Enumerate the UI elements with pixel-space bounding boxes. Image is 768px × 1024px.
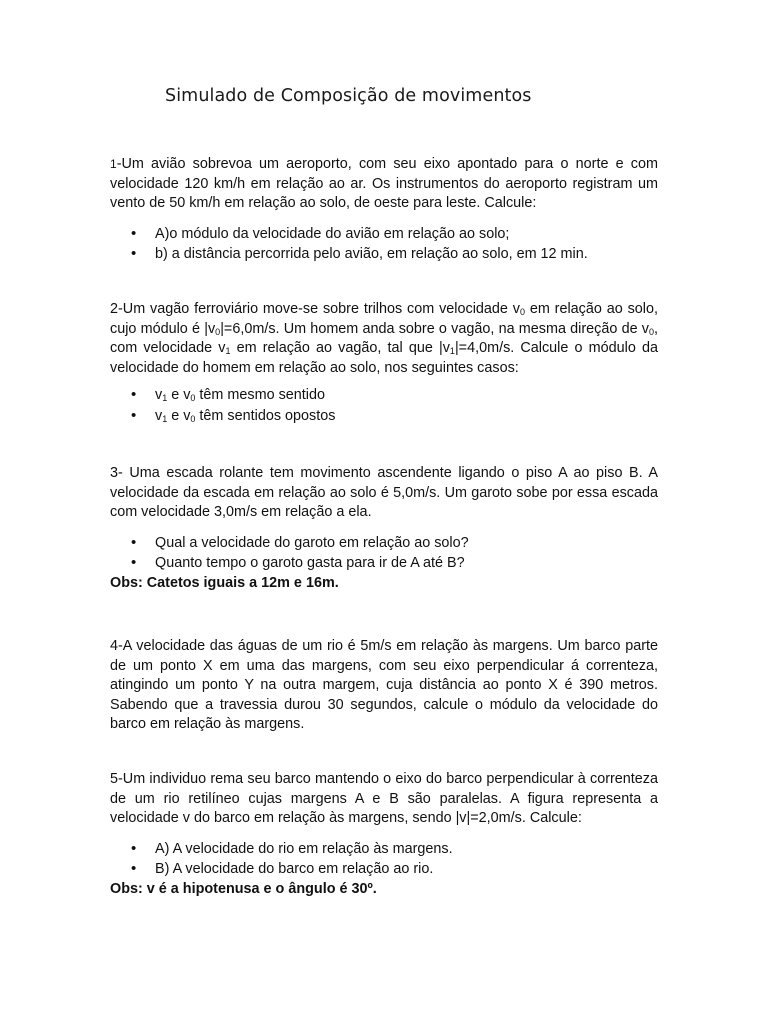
list-item: • $v_1$ e $v_0$ têm mesmo sentido xyxy=(110,385,658,406)
list-item: • B) A velocidade do barco em relação ao rio. xyxy=(110,859,658,880)
question-1-number: 1 xyxy=(110,157,117,171)
question-1-text: 1-Um avião sobrevoa um aeroporto, com seu eixo apontado para o norte e com velocidade 120 km/h em relação ao ar. Os instrumentos do aeroporto registram um vento de 50 km/h em relação ao solo, de oeste para leste. Calcule: xyxy=(110,156,658,211)
question-2-items xyxy=(110,385,658,426)
list-item: • Quanto tempo o garoto gasta para ir de A até B? xyxy=(110,553,658,574)
page-title: Simulado de Composição de movimentos xyxy=(165,86,532,106)
question-3 xyxy=(110,464,658,593)
question-3-items xyxy=(110,533,658,574)
question-4-text: 4-A velocidade das águas de um rio é 5m/s em relação às margens. Um barco parte de um ponto X em uma das margens, com seu eixo perpendicular á correnteza, atingindo um ponto Y na outra margem, cuja distância ao ponto X é 390 metros. Sabendo que a travessia durou 30 segundos, calcule o módulo da velocidade do barco em relação às margens. xyxy=(110,638,658,732)
question-2 xyxy=(110,300,658,426)
question-5-text: 5-Um individuo rema seu barco mantendo o eixo do barco perpendicular à correnteza de um rio retilíneo cujas margens A e B são paralelas. A figura representa a velocidade v do barco em relação às margens, sendo |v|=2,0m/s. Calcule: xyxy=(110,771,658,826)
list-item: • b) a distância percorrida pelo avião, em relação ao solo, em 12 min. xyxy=(110,244,658,265)
question-3-text: 3- Uma escada rolante tem movimento ascendente ligando o piso A ao piso B. A velocidade da escada em relação ao solo é 5,0m/s. Um garoto sobe por essa escada com velocidade 3,0m/s em relação a ela. xyxy=(110,465,658,520)
question-5-note: Obs: v é a hipotenusa e o ângulo é 30º. xyxy=(110,880,377,897)
question-5-items xyxy=(110,839,658,880)
list-item: • Qual a velocidade do garoto em relação ao solo? xyxy=(110,533,658,554)
question-4 xyxy=(110,637,658,735)
list-item: • A)o módulo da velocidade do avião em relação ao solo; xyxy=(110,224,658,245)
list-item: • $v_1$ e $v_0$ têm sentidos opostos xyxy=(110,406,658,427)
question-3-note: Obs: Catetos iguais a 12m e 16m. xyxy=(110,574,339,591)
question-2-text: 2-Um vagão ferroviário move-se sobre trilhos com velocidade $v_0$ em relação ao solo, cujo módulo é $|v_0|=6,0m/s$. Um homem anda sobre o vagão, na mesma direção de $v_0$, com velocidade $v_1$ em relação ao vagão, tal que $|v_1|=4,0m/s$. Calcule o módulo da velocidade do homem em relação ao solo, nos seguintes casos: xyxy=(110,301,659,376)
question-5 xyxy=(110,770,658,899)
list-item: • A) A velocidade do rio em relação às margens. xyxy=(110,839,658,860)
question-1-items xyxy=(110,224,658,265)
question-1 xyxy=(110,155,658,265)
